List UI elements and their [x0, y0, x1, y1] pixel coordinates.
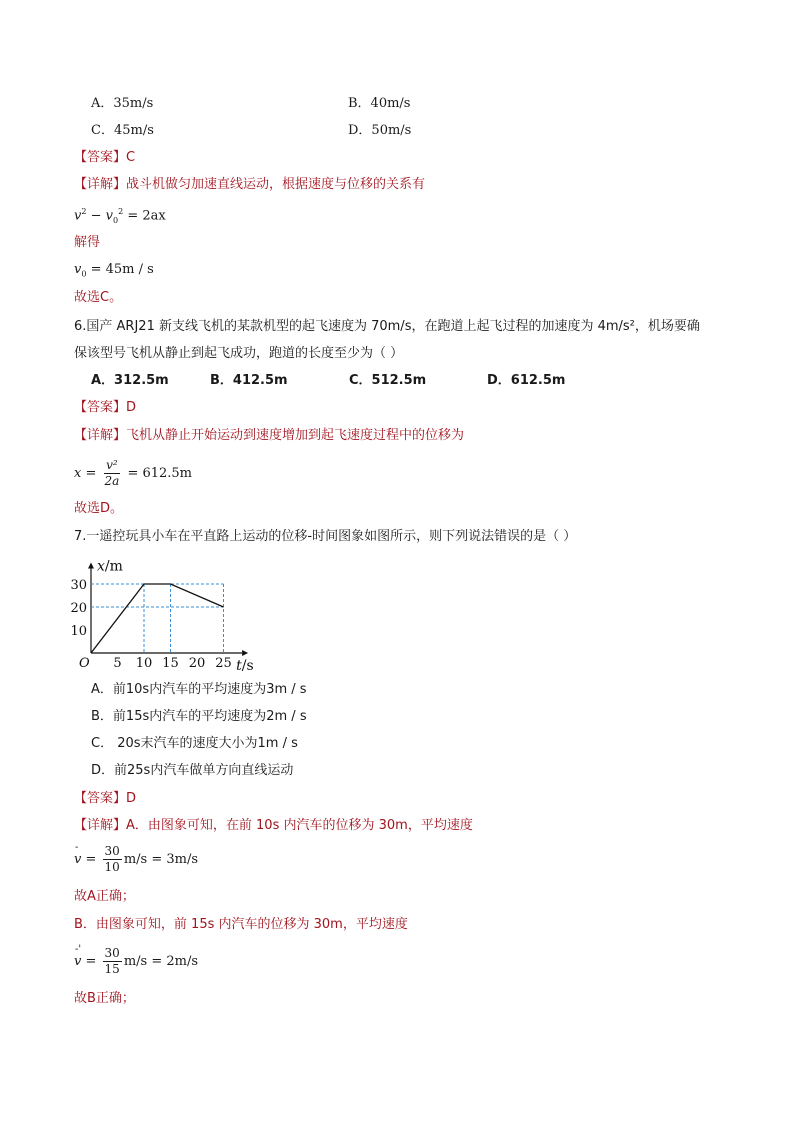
detail-text: A．由图象可知，在前 10s 内汽车的位移为 30m，平均速度	[126, 818, 473, 833]
q7-option-b: B．前15s内汽车的平均速度为2m / s	[91, 709, 307, 724]
q5-result: $v_0 = 45m / s$	[74, 262, 154, 279]
q6-stem-line1: 6.国产 ARJ21 新支线飞机的某款机型的起飞速度为 70m/s，在跑道上起飞过程的加速度为 4m/s²，机场要确	[74, 319, 700, 334]
q7-detail-a	[74, 817, 473, 835]
detail-tag: 【详解】	[74, 818, 127, 833]
q7-frac-b: $\frac{30}{15}$	[104, 946, 120, 976]
x-tick-label: 20	[188, 656, 206, 671]
answer-value: D	[126, 400, 137, 415]
q7-option-c: C． 20s末汽车的速度大小为1m / s	[91, 736, 298, 751]
q7-stem: 7.一遥控玩具小车在平直路上运动的位移-时间图象如图所示，则下列说法错误的是（ ）	[74, 529, 577, 544]
answer-tag: 【答案】	[74, 400, 127, 415]
q6-option-d: D．612.5m	[487, 373, 566, 388]
q5-equation: $v^2 - v_0^2 = 2ax$	[74, 207, 166, 225]
q6-frac-den: 2a	[104, 474, 120, 488]
q6-option-c: C．512.5m	[349, 373, 427, 388]
q7-detail-b: B．由图象可知，前 15s 内汽车的位移为 30m，平均速度	[74, 917, 408, 932]
q7-equation-a: v - = $\frac{30}{10}$ m/s = 3m/s	[74, 842, 198, 874]
q5-answer	[74, 149, 135, 167]
series-line	[91, 584, 224, 653]
x-tick-label: 10	[135, 656, 153, 671]
detail-text: 飞机从静止开始运动到速度增加到起飞速度过程中的位移为	[126, 428, 465, 443]
answer-tag: 【答案】	[74, 791, 127, 806]
q6-frac-num: v²	[106, 458, 118, 472]
q6-option-a: A．312.5m	[91, 373, 169, 388]
q5-option-b: B．40m/s	[348, 96, 411, 111]
y-tick-label: 10	[70, 624, 87, 639]
q5-option-a: A．35m/s	[91, 96, 154, 111]
q7-equation-b: v -' = $\frac{30}{15}$ m/s = 2m/s	[74, 944, 198, 976]
detail-tag: 【详解】	[74, 428, 127, 443]
y-axis-label: x/m	[97, 558, 123, 575]
y-tick-label: 30	[70, 578, 87, 593]
y-tick-label: 20	[70, 601, 87, 616]
q6-eq-rhs: = 612.5m	[127, 466, 193, 481]
q5-eq-rhs: = 2ax	[127, 208, 166, 224]
x-tick-label: 25	[215, 656, 232, 671]
q5-solve-word: 解得	[74, 235, 101, 250]
x-tick-label: 5	[113, 656, 122, 671]
q5-result-value: = 45m / s	[90, 262, 154, 277]
q5-conclusion: 故选C。	[74, 290, 123, 305]
q7-option-d: D．前25s内汽车做单方向直线运动	[91, 763, 294, 778]
detail-text: 战斗机做匀加速直线运动，根据速度与位移的关系有	[126, 177, 426, 192]
y-axis-arrow	[88, 563, 94, 569]
q7-option-a: A．前10s内汽车的平均速度为3m / s	[91, 682, 307, 697]
x-axis-label: t/s	[236, 658, 254, 674]
answer-value: D	[126, 791, 137, 806]
answer-tag: 【答案】	[74, 150, 127, 165]
q6-fraction	[103, 458, 122, 489]
displacement-time-graph	[70, 550, 270, 675]
q6-eq-lhs: x =	[74, 466, 97, 481]
q6-stem-line2: 保该型号飞机从静止到起飞成功，跑道的长度至少为（ ）	[74, 346, 404, 361]
q6-option-b: B．412.5m	[210, 373, 288, 388]
q6-answer	[74, 399, 136, 417]
answer-value: C	[126, 150, 136, 165]
origin-label: O	[79, 656, 90, 671]
q5-option-c: C．45m/s	[91, 123, 154, 138]
q5-option-d: D．50m/s	[348, 123, 412, 138]
q7-frac-b-rest: m/s = 2m/s	[123, 954, 198, 969]
q7-answer	[74, 790, 136, 808]
q7-conclusion-a: 故A正确；	[74, 889, 135, 904]
detail-tag: 【详解】	[74, 177, 127, 192]
x-axis-arrow	[242, 650, 248, 656]
x-tick-label: 15	[162, 656, 179, 671]
q6-detail	[74, 427, 464, 445]
q7-conclusion-b: 故B正确；	[74, 991, 135, 1006]
q5-detail	[74, 176, 425, 194]
q7-frac-a: $\frac{30}{10}$	[104, 844, 120, 874]
q6-equation	[74, 456, 192, 492]
q6-conclusion: 故选D。	[74, 501, 124, 516]
q7-frac-a-rest: m/s = 3m/s	[123, 852, 198, 867]
